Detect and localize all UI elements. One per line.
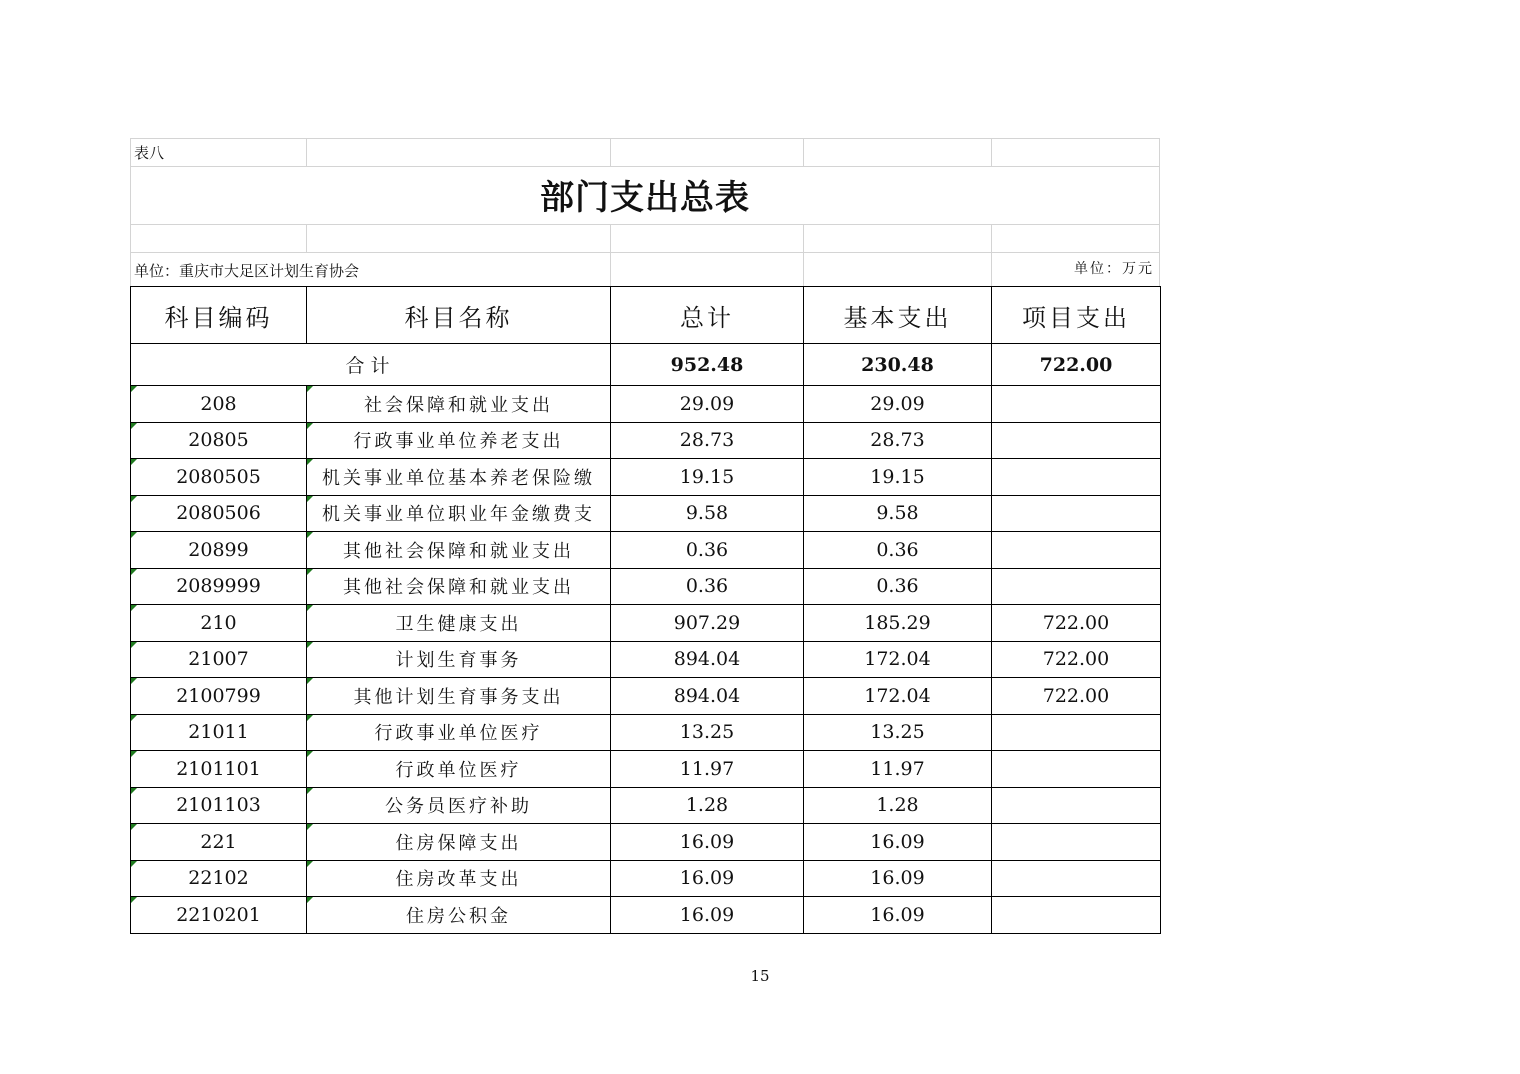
cell-basic — [804, 605, 992, 642]
cell-code — [131, 897, 307, 934]
cell-comment-marker — [131, 569, 137, 575]
cell-comment-marker — [307, 386, 313, 392]
total-label: 合计 — [131, 344, 611, 386]
page-title: 部门支出总表 — [540, 177, 750, 218]
cell-project — [992, 751, 1161, 788]
table-row — [131, 459, 1161, 496]
cell-project — [992, 532, 1161, 569]
cell-code — [131, 641, 307, 678]
cell-basic — [804, 897, 992, 934]
cell-name — [307, 386, 611, 423]
cell-comment-marker — [307, 897, 313, 903]
cell-comment-marker — [307, 824, 313, 830]
sheet-header-area — [130, 138, 1160, 286]
cell-code — [131, 459, 307, 496]
cell-comment-marker — [307, 678, 313, 684]
cell-name — [307, 897, 611, 934]
cell-code — [131, 605, 307, 642]
cell-code-text: 210 — [200, 611, 237, 634]
table-row — [131, 532, 1161, 569]
cell-basic-text: 9.58 — [876, 502, 919, 525]
cell-name — [307, 787, 611, 824]
cell-basic-text: 0.36 — [876, 575, 919, 598]
cell-code-text: 21007 — [188, 648, 249, 671]
page-number: 15 — [750, 967, 770, 985]
cell-name — [307, 532, 611, 569]
cell-code-text: 20805 — [188, 429, 249, 452]
table-row — [131, 897, 1161, 934]
table-row — [131, 678, 1161, 715]
table-row — [131, 641, 1161, 678]
table-row — [131, 422, 1161, 459]
cell-name-text: 机关事业单位基本养老保险缴 — [322, 467, 595, 489]
cell-code-text: 22102 — [188, 867, 249, 890]
cell-comment-marker — [307, 788, 313, 794]
cell-code-text: 2089999 — [176, 575, 261, 598]
cell-name-text: 行政单位医疗 — [395, 759, 522, 781]
cell-name — [307, 568, 611, 605]
header-name: 科目名称 — [307, 287, 611, 344]
cell-total — [611, 678, 804, 715]
cell-total-text: 894.04 — [673, 684, 741, 707]
total-sum: 952.48 — [611, 344, 804, 386]
cell-basic-text: 16.09 — [870, 830, 925, 853]
cell-project-text: 722.00 — [1042, 648, 1110, 671]
cell-comment-marker — [307, 751, 313, 757]
cell-name-text: 行政事业单位医疗 — [374, 723, 543, 745]
cell-name-text: 住房公积金 — [406, 905, 511, 927]
cell-name-text: 社会保障和就业支出 — [364, 394, 553, 416]
cell-total-text: 28.73 — [679, 429, 735, 452]
cell-basic-text: 172.04 — [864, 684, 931, 707]
cell-code — [131, 532, 307, 569]
cell-code-text: 2080506 — [176, 502, 261, 525]
cell-name — [307, 495, 611, 532]
cell-name-text: 其他计划生育事务支出 — [353, 686, 564, 708]
cell-name — [307, 714, 611, 751]
cell-total-text: 1.28 — [685, 794, 729, 817]
cell-project — [992, 787, 1161, 824]
cell-name-text: 其他社会保障和就业支出 — [343, 577, 574, 599]
cell-basic-text: 29.09 — [870, 392, 925, 415]
cell-comment-marker — [307, 496, 313, 502]
cell-code-text: 2080505 — [176, 465, 261, 488]
cell-basic-text: 1.28 — [876, 794, 919, 817]
cell-project — [992, 824, 1161, 861]
cell-total — [611, 641, 804, 678]
cell-name-text: 公务员医疗补助 — [385, 796, 532, 818]
cell-name — [307, 459, 611, 496]
cell-code — [131, 386, 307, 423]
cell-code — [131, 860, 307, 897]
cell-total-text: 16.09 — [679, 830, 735, 853]
cell-comment-marker — [131, 824, 137, 830]
cell-name — [307, 860, 611, 897]
cell-project — [992, 641, 1161, 678]
table-header-row — [131, 287, 1161, 344]
cell-comment-marker — [131, 423, 137, 429]
cell-total — [611, 605, 804, 642]
cell-comment-marker — [131, 605, 137, 611]
cell-project — [992, 495, 1161, 532]
cell-code-text: 2100799 — [176, 684, 261, 707]
table-row — [131, 787, 1161, 824]
cell-name — [307, 751, 611, 788]
cell-code — [131, 751, 307, 788]
cell-comment-marker — [307, 605, 313, 611]
cell-comment-marker — [307, 715, 313, 721]
cell-name-text: 计划生育事务 — [395, 650, 522, 672]
cell-basic — [804, 495, 992, 532]
cell-basic-text: 172.04 — [864, 648, 931, 671]
cell-comment-marker — [131, 788, 137, 794]
cell-total — [611, 897, 804, 934]
cell-total-text: 894.04 — [673, 648, 741, 671]
cell-comment-marker — [131, 642, 137, 648]
cell-comment-marker — [131, 459, 137, 465]
header-total: 总计 — [611, 287, 804, 344]
cell-basic — [804, 751, 992, 788]
cell-comment-marker — [131, 897, 137, 903]
cell-basic-text: 11.97 — [870, 757, 925, 780]
cell-total-text: 11.97 — [679, 757, 735, 780]
cell-name-text: 卫生健康支出 — [395, 613, 522, 635]
cell-basic-text: 13.25 — [870, 721, 925, 744]
header-project: 项目支出 — [992, 287, 1161, 344]
cell-project — [992, 568, 1161, 605]
cell-project — [992, 714, 1161, 751]
cell-code — [131, 714, 307, 751]
total-row — [131, 344, 1161, 386]
cell-name-text: 行政事业单位养老支出 — [353, 431, 564, 453]
table-row — [131, 824, 1161, 861]
table-row — [131, 751, 1161, 788]
cell-total — [611, 422, 804, 459]
cell-total — [611, 459, 804, 496]
cell-code — [131, 787, 307, 824]
cell-total-text: 19.15 — [679, 465, 735, 488]
table-row — [131, 860, 1161, 897]
table-row — [131, 495, 1161, 532]
cell-basic-text: 16.09 — [870, 867, 925, 890]
cell-basic-text: 28.73 — [870, 429, 925, 452]
cell-project-text: 722.00 — [1042, 684, 1110, 707]
cell-code-text: 2101101 — [176, 757, 261, 780]
cell-project — [992, 422, 1161, 459]
cell-comment-marker — [307, 532, 313, 538]
cell-total — [611, 495, 804, 532]
cell-basic-text: 16.09 — [870, 903, 925, 926]
table-row — [131, 714, 1161, 751]
unit-organization: 单位：重庆市大足区计划生育协会 — [134, 262, 360, 280]
cell-basic — [804, 568, 992, 605]
cell-comment-marker — [131, 751, 137, 757]
cell-project — [992, 605, 1161, 642]
cell-comment-marker — [307, 861, 313, 867]
cell-project-text: 722.00 — [1042, 611, 1110, 634]
cell-basic — [804, 678, 992, 715]
cell-comment-marker — [307, 423, 313, 429]
cell-basic — [804, 860, 992, 897]
cell-basic-text: 0.36 — [876, 538, 919, 561]
cell-comment-marker — [131, 386, 137, 392]
cell-comment-marker — [131, 861, 137, 867]
cell-code — [131, 495, 307, 532]
cell-code — [131, 568, 307, 605]
cell-comment-marker — [307, 459, 313, 465]
cell-name-text: 机关事业单位职业年金缴费支 — [322, 504, 595, 526]
cell-basic — [804, 787, 992, 824]
cell-project — [992, 386, 1161, 423]
cell-basic — [804, 714, 992, 751]
cell-total — [611, 568, 804, 605]
table-row — [131, 386, 1161, 423]
cell-basic — [804, 459, 992, 496]
cell-code — [131, 824, 307, 861]
cell-code-text: 20899 — [188, 538, 249, 561]
cell-total-text: 0.36 — [685, 575, 729, 598]
cell-code-text: 21011 — [188, 721, 249, 744]
cell-total-text: 13.25 — [679, 721, 735, 744]
header-basic: 基本支出 — [804, 287, 992, 344]
cell-total — [611, 386, 804, 423]
cell-name-text: 住房保障支出 — [395, 832, 522, 854]
cell-code-text: 2101103 — [176, 794, 261, 817]
cell-total-text: 29.09 — [679, 392, 735, 415]
cell-total-text: 16.09 — [679, 903, 735, 926]
unit-currency: 单位：万元 — [1074, 261, 1154, 277]
cell-basic — [804, 532, 992, 569]
cell-project — [992, 678, 1161, 715]
cell-total-text: 9.58 — [685, 502, 729, 525]
cell-name — [307, 641, 611, 678]
cell-basic — [804, 386, 992, 423]
table-row — [131, 605, 1161, 642]
table-row — [131, 568, 1161, 605]
cell-total — [611, 824, 804, 861]
cell-project — [992, 459, 1161, 496]
cell-total — [611, 532, 804, 569]
cell-code — [131, 422, 307, 459]
cell-comment-marker — [131, 715, 137, 721]
cell-total — [611, 714, 804, 751]
cell-total-text: 0.36 — [685, 538, 729, 561]
spreadsheet — [130, 138, 1160, 934]
cell-project — [992, 897, 1161, 934]
cell-code-text: 208 — [200, 392, 237, 415]
cell-project — [992, 860, 1161, 897]
cell-name — [307, 824, 611, 861]
cell-comment-marker — [131, 532, 137, 538]
cell-total-text: 16.09 — [679, 867, 735, 890]
cell-code-text: 2210201 — [176, 903, 261, 926]
cell-basic — [804, 422, 992, 459]
cell-basic-text: 185.29 — [864, 611, 931, 634]
expenditure-table — [130, 286, 1161, 934]
cell-comment-marker — [307, 642, 313, 648]
cell-name — [307, 678, 611, 715]
cell-total — [611, 787, 804, 824]
cell-comment-marker — [131, 678, 137, 684]
total-basic: 230.48 — [804, 344, 992, 386]
cell-code — [131, 678, 307, 715]
cell-total — [611, 860, 804, 897]
cell-total-text: 907.29 — [673, 611, 741, 634]
cell-total — [611, 751, 804, 788]
cell-name-text: 其他社会保障和就业支出 — [343, 540, 574, 562]
cell-name — [307, 605, 611, 642]
cell-name — [307, 422, 611, 459]
cell-comment-marker — [131, 496, 137, 502]
total-project: 722.00 — [992, 344, 1161, 386]
table-label: 表八 — [134, 144, 165, 162]
cell-code-text: 221 — [200, 830, 237, 853]
header-code: 科目编码 — [131, 287, 307, 344]
cell-basic — [804, 824, 992, 861]
cell-name-text: 住房改革支出 — [395, 869, 522, 891]
cell-comment-marker — [307, 569, 313, 575]
cell-basic-text: 19.15 — [870, 465, 925, 488]
cell-basic — [804, 641, 992, 678]
